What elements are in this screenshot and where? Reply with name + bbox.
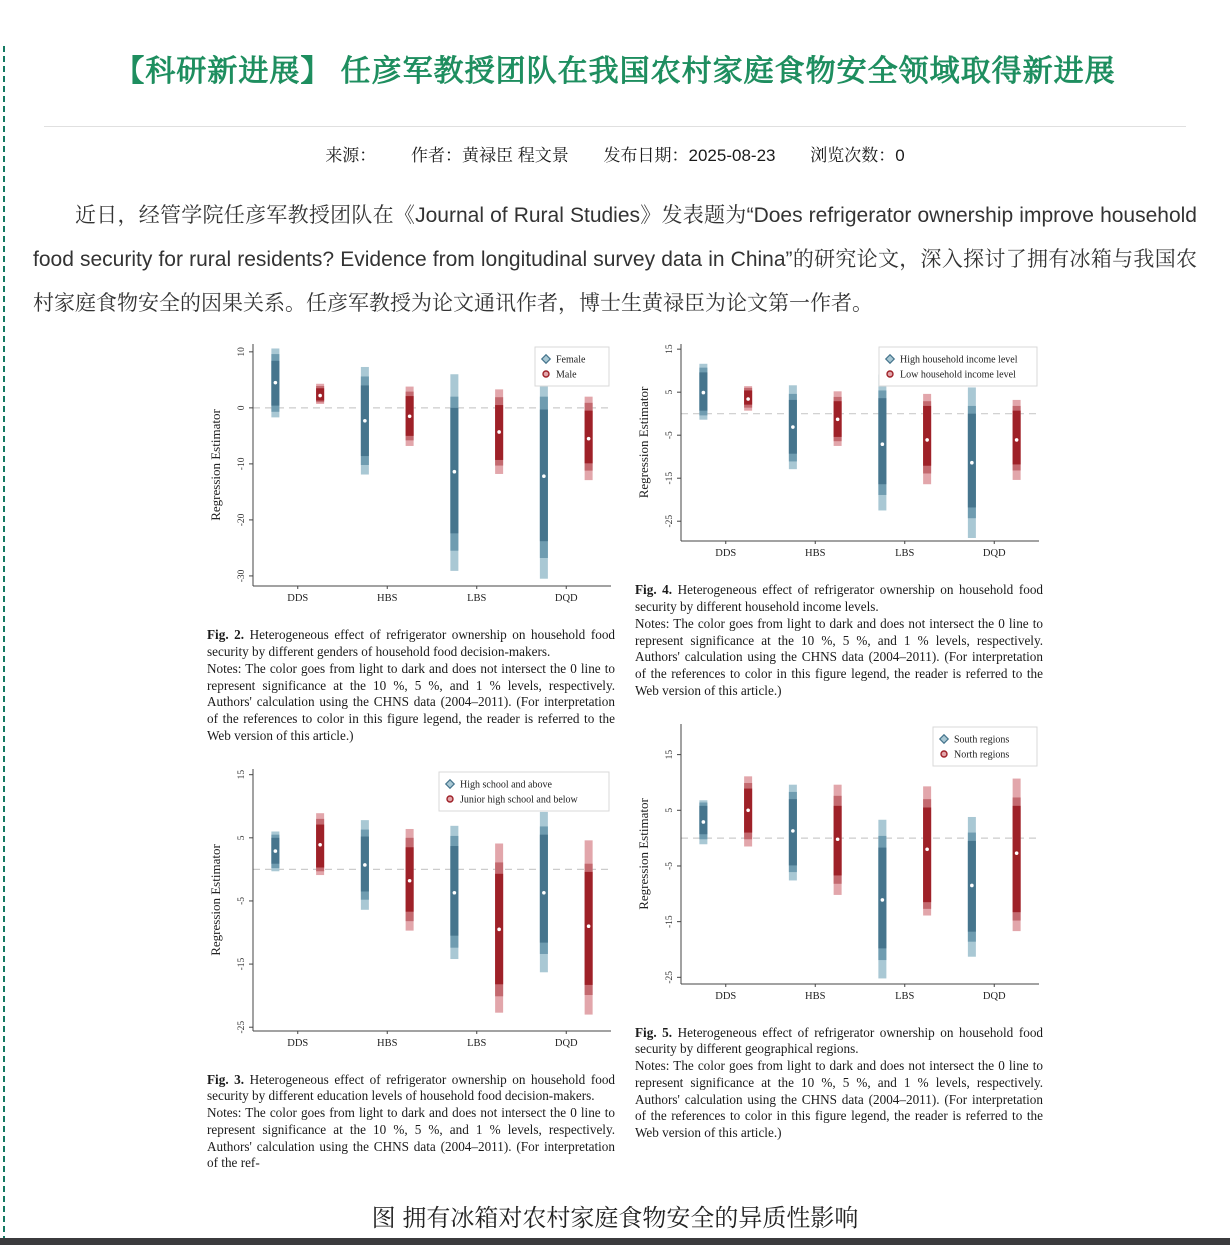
footer-bar (0, 1238, 1230, 1245)
fig5-caption-text: Heterogeneous effect of refrigerator ownership on household food security by different geographical regions. (635, 1024, 1044, 1057)
figures-left-column (207, 340, 622, 1192)
fig4-chart (635, 340, 1047, 572)
left-dashed-border (3, 46, 5, 1245)
fig2-caption (207, 627, 615, 744)
bottom-figure-caption: 图 拥有冰箱对农村家庭食物安全的异质性影响 (371, 1205, 859, 1233)
fig3-svg (207, 765, 619, 1057)
svg-text:-10: -10 (237, 457, 247, 471)
svg-text:HBS: HBS (377, 593, 398, 605)
svg-text:Male: Male (556, 369, 577, 381)
svg-text:DDS: DDS (287, 1037, 309, 1049)
figure-fig3 (207, 765, 622, 1173)
svg-text:-25: -25 (665, 515, 675, 528)
fig5-caption (635, 1025, 1043, 1142)
svg-text:-5: -5 (665, 861, 675, 870)
svg-text:-15: -15 (237, 957, 247, 971)
svg-text:Female: Female (556, 354, 586, 366)
fig3-caption-text: Heterogeneous effect of refrigerator ownership on household food security by different education levels of household food decision-makers. (207, 1071, 616, 1104)
page-title: 【科研新进展】 任彦军教授团队在我国农村家庭食物安全领域取得新进展 (114, 55, 1116, 88)
svg-text:HBS: HBS (805, 548, 826, 560)
svg-text:DQD: DQD (982, 990, 1006, 1002)
svg-text:15: 15 (237, 769, 247, 780)
svg-text:10: 10 (237, 347, 247, 357)
svg-text:LBS: LBS (467, 593, 487, 605)
svg-text:LBS: LBS (467, 1037, 487, 1049)
svg-text:Regression Estimator: Regression Estimator (208, 843, 223, 956)
figures-right-column (635, 340, 1050, 1162)
fig2-svg (207, 340, 619, 612)
fig2-caption-text: Heterogeneous effect of refrigerator ownership on household food security by different genders of household food decision-makers. (207, 627, 616, 660)
figure-fig4 (635, 340, 1050, 699)
svg-text:South regions: South regions (954, 734, 1010, 746)
fig4-svg (635, 340, 1047, 567)
fig2-notes: Notes: The color goes from light to dark and does not intersect the 0 line to represent significance at the 10 %, 5 %, and 1 % levels, respectively. Authors' calculation using the CHNS data (2004–2011). (For interpretation of the references to color in this figure legend, the reader is referred to the Web version of this article.) (207, 660, 615, 743)
meta-author: 作者：黄禄臣 程文景 (411, 146, 569, 165)
svg-text:DQD: DQD (982, 548, 1006, 560)
svg-text:LBS: LBS (895, 990, 915, 1002)
svg-text:DQD: DQD (554, 1037, 578, 1049)
fig3-caption (207, 1072, 615, 1173)
svg-text:5: 5 (665, 390, 675, 395)
fig4-caption (635, 582, 1043, 699)
svg-text:-25: -25 (665, 970, 675, 984)
fig3-notes: Notes: The color goes from light to dark and does not intersect the 0 line to represent significance at the 10 %, 5 %, and 1 % levels, respectively. Authors' calculation using the CHNS data (2004–2011). (For interpretation of the ref- (207, 1105, 615, 1171)
svg-text:DQD: DQD (554, 593, 578, 605)
meta-bar (0, 141, 1230, 166)
fig5-label: Fig. 5. (635, 1024, 673, 1040)
svg-text:-15: -15 (665, 914, 675, 928)
svg-text:HBS: HBS (805, 990, 826, 1002)
svg-text:DDS: DDS (715, 990, 737, 1002)
svg-text:High household income level: High household income level (900, 354, 1018, 366)
svg-text:-5: -5 (237, 896, 247, 905)
fig3-chart (207, 765, 619, 1062)
svg-text:15: 15 (665, 344, 675, 355)
svg-text:Junior high school and below: Junior high school and below (460, 794, 578, 806)
article-paragraph: 近日，经管学院任彦军教授团队在《Journal of Rural Studies》发表题为“Does refrigerator ownership improve household food security for rural residents? Evidence from longitudinal survey data in China”的研究论文，深入探讨了拥有冰箱与我国农村家庭食物安全的因果关系。任彦军教授为论文通讯作者，博士生黄禄臣为论文第一作者。 (33, 204, 1197, 316)
svg-text:15: 15 (665, 749, 675, 760)
svg-text:5: 5 (665, 807, 675, 813)
page-root (0, 46, 1230, 1233)
svg-text:-5: -5 (665, 431, 675, 440)
svg-text:Regression Estimator: Regression Estimator (636, 797, 651, 910)
fig4-label: Fig. 4. (635, 582, 673, 598)
fig4-caption-text: Heterogeneous effect of refrigerator ownership on household food security by different household income levels. (635, 582, 1044, 615)
svg-text:Regression Estimator: Regression Estimator (208, 409, 223, 522)
fig5-svg (635, 720, 1047, 1010)
svg-text:LBS: LBS (895, 548, 915, 560)
svg-text:HBS: HBS (377, 1037, 398, 1049)
svg-text:-15: -15 (665, 472, 675, 485)
svg-text:Regression Estimator: Regression Estimator (636, 386, 651, 499)
svg-text:-20: -20 (237, 513, 247, 527)
svg-text:North regions: North regions (954, 749, 1010, 761)
meta-views: 浏览次数：0 (810, 146, 905, 165)
svg-text:0: 0 (237, 405, 247, 411)
svg-text:DDS: DDS (715, 548, 737, 560)
figure-fig2 (207, 340, 622, 744)
svg-text:DDS: DDS (287, 593, 309, 605)
figure-fig5 (635, 720, 1050, 1142)
svg-text:High school and above: High school and above (460, 779, 552, 791)
svg-text:5: 5 (237, 835, 247, 840)
fig5-chart (635, 720, 1047, 1015)
fig4-notes: Notes: The color goes from light to dark and does not intersect the 0 line to represent significance at the 10 %, 5 %, and 1 % levels, respectively. Authors' calculation using the CHNS data (2004–2011). (For interpretation of the references to color in this figure legend, the reader is referred to the Web version of this article.) (635, 615, 1043, 698)
figures-grid (207, 340, 1230, 1192)
fig5-notes: Notes: The color goes from light to dark and does not intersect the 0 line to represent significance at the 10 %, 5 %, and 1 % levels, respectively. Authors' calculation using the CHNS data (2004–2011). (For interpretation of the references to color in this figure legend, the reader is referred to the Web version of this article.) (635, 1058, 1043, 1141)
meta-date: 发布日期：2025-08-23 (603, 146, 776, 165)
fig2-label: Fig. 2. (207, 627, 245, 643)
fig3-label: Fig. 3. (207, 1071, 245, 1087)
svg-text:-30: -30 (237, 569, 247, 583)
svg-text:-25: -25 (237, 1020, 247, 1034)
meta-source: 来源： (325, 146, 377, 165)
svg-text:Low household income level: Low household income level (900, 369, 1016, 381)
title-divider (44, 126, 1186, 127)
fig2-chart (207, 340, 619, 617)
